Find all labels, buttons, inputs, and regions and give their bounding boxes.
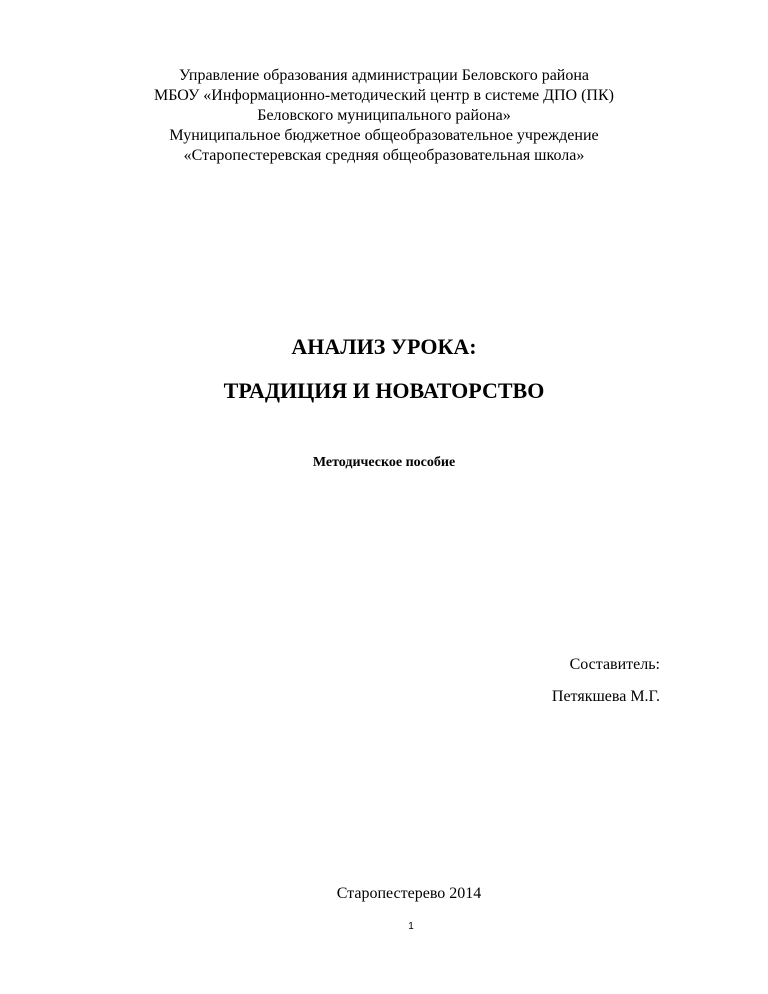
header-line-education-department: Управление образования администрации Беловского района — [178, 67, 590, 84]
header-line-methodical-center: МБОУ «Информационно-методический центр в системе ДПО (ПК) — [154, 87, 614, 104]
document-subtitle: Методическое пособие — [312, 455, 456, 470]
document-title — [0, 333, 768, 405]
title-line-1: АНАЛИЗ УРОКА: — [291, 334, 477, 359]
title-line-2: ТРАДИЦИЯ И НОВАТОРСТВО — [223, 378, 545, 403]
place-and-year: Старопестерево 2014 — [336, 885, 482, 902]
organization-header — [0, 66, 768, 166]
page-number: 1 — [408, 921, 414, 932]
header-line-school-type: Муниципальное бюджетное общеобразовательное учреждение — [169, 127, 599, 144]
header-line-municipal-district: Беловского муниципального района» — [257, 107, 511, 124]
header-line-school-name: «Старопестеревская средняя общеобразовательная школа» — [183, 147, 585, 164]
compiler-name: Петякшева М.Г. — [551, 688, 660, 705]
compiler-block — [552, 655, 660, 707]
compiler-label: Составитель: — [569, 656, 660, 673]
